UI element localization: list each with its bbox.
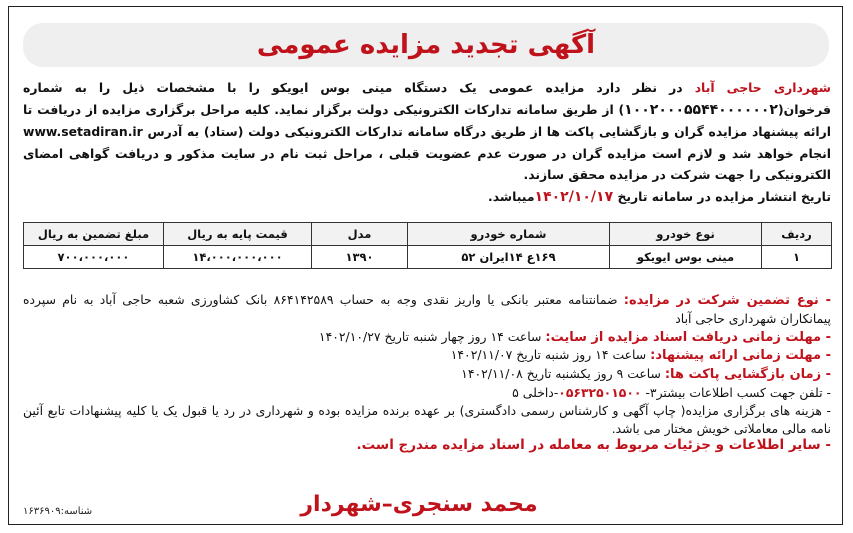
intro-text-1: در نظر دارد مزایده عمومی یک دستگاه مینی بوس ایویکو را با مشخصات ذیل را به شماره فرخوان(: [23, 80, 831, 117]
signature: محمد سنجری–شهردار: [300, 492, 538, 517]
clauses-section: [23, 291, 831, 455]
phone-number: ۰۵۶۳۲۵۰۱۵۰۰: [558, 384, 642, 400]
intro-text-3: انجام خواهد شد و لازم است مزایده گران در صورت عدم عضویت قبلی ، مراحل ثبت نام در سایت مذکور و دریافت گواهی امضای الکترونیکی را جهت شرکت در مزایده محقق سازند.: [23, 145, 831, 182]
clause-other: - سایر اطلاعات و جزئیات مربوط به معامله در اسناد مزایده مندرج است.: [356, 437, 831, 454]
clause-docs: [23, 328, 831, 347]
docs-label: - مهلت زمانی دریافت اسناد مزایده از سایت:: [545, 329, 831, 345]
opening-text: ساعت ۹ روز یکشنبه تاریخ ۱۴۰۲/۱۱/۰۸: [461, 366, 665, 382]
notice-frame: [8, 6, 843, 525]
cell-base-price: ۱۴،۰۰۰،۰۰۰،۰۰۰: [164, 246, 312, 269]
header-plate: شماره خودرو: [408, 223, 610, 246]
offer-label: - مهلت زمانی ارائه پیشنهاد:: [650, 348, 831, 364]
offer-text: ساعت ۱۴ روز شنبه تاریخ ۱۴۰۲/۱۱/۰۷: [450, 347, 651, 363]
cell-guarantee: ۷۰۰،۰۰۰،۰۰۰: [24, 246, 164, 269]
header-base-price: قیمت پایه به ریال: [164, 223, 312, 246]
guarantee-label: - نوع تضمین شرکت در مزایده:: [623, 293, 832, 308]
opening-label: - زمان بازگشایی پاکت ها:: [664, 367, 831, 383]
cell-vehicle-type: مینی بوس ایویکو: [610, 246, 762, 269]
header-model: مدل: [312, 223, 408, 246]
title-banner: [23, 23, 829, 67]
intro-text-2: ) از طریق سامانه تدارکات الکترونیکی دولت برگزار نماید. کلیه مراحل برگزاری مزایده از دریافت تا ارائه پیشنهاد مزایده گران و بازگشایی پاکت ها از طریق درگاه سامانه تدارکات الکترونیکی دولت (ستاد) به آدرس: [23, 101, 831, 139]
tender-number: ۱۰۰۲۰۰۰۵۵۴۴۰۰۰۰۰۰۲: [624, 101, 778, 118]
header-row-no: ردیف: [762, 223, 832, 246]
phone-text-2: -داخلی ۵: [512, 384, 559, 400]
notice-id: شناسه:۱۶۳۶۹۰۹: [23, 506, 93, 517]
guarantee-text: ضمانتنامه معتبر بانکی یا واریز نقدی وجه به حساب ۸۶۴۱۴۲۵۸۹ بانک کشاورزی شعبه حاجی آباد به نام سپرده پیمانکاران شهرداری حاجی آباد: [23, 292, 831, 326]
intro-text-4: تاریخ انتشار مزایده در سامانه تاریخ: [613, 188, 831, 204]
clause-phone: [23, 384, 831, 402]
clause-guarantee: [23, 291, 831, 328]
clause-cost: - هزینه های برگزاری مزایده( چاپ آگهی و کارشناس رسمی دادگستری) بر عهده برنده مزایده بوده و شهرداری در رد یا قبول یک یا کلیه پیشنهادات تابع آئین نامه مالی معاملاتی خویش مختار می باشد.: [23, 402, 831, 436]
phone-text-1: - تلفن جهت کسب اطلاعات بیشتر۳-: [641, 384, 831, 400]
table-header-row: [24, 223, 832, 246]
website-link[interactable]: www.setadiran.ir: [23, 124, 143, 139]
intro-paragraph: [23, 77, 831, 208]
clause-offer: [23, 346, 831, 365]
cell-model: ۱۳۹۰: [312, 246, 408, 269]
notice-title: آگهی تجدید مزایده عمومی: [256, 30, 596, 60]
cell-plate: ۱۶۹ع ۱۴ایران ۵۲: [408, 246, 610, 269]
header-guarantee: مبلغ تضمین به ریال: [24, 223, 164, 246]
header-vehicle-type: نوع خودرو: [610, 223, 762, 246]
cell-row-no: ۱: [762, 246, 832, 269]
clause-opening: [23, 365, 831, 384]
docs-text: ساعت ۱۴ روز چهار شنبه تاریخ ۱۴۰۲/۱۰/۲۷: [318, 328, 546, 344]
intro-text-5: میباشد.: [488, 188, 535, 204]
vehicle-table: [23, 222, 832, 269]
publish-date: ۱۴۰۲/۱۰/۱۷: [534, 188, 614, 205]
table-row: [24, 246, 832, 269]
org-name: شهرداری حاجی آباد: [694, 80, 831, 95]
